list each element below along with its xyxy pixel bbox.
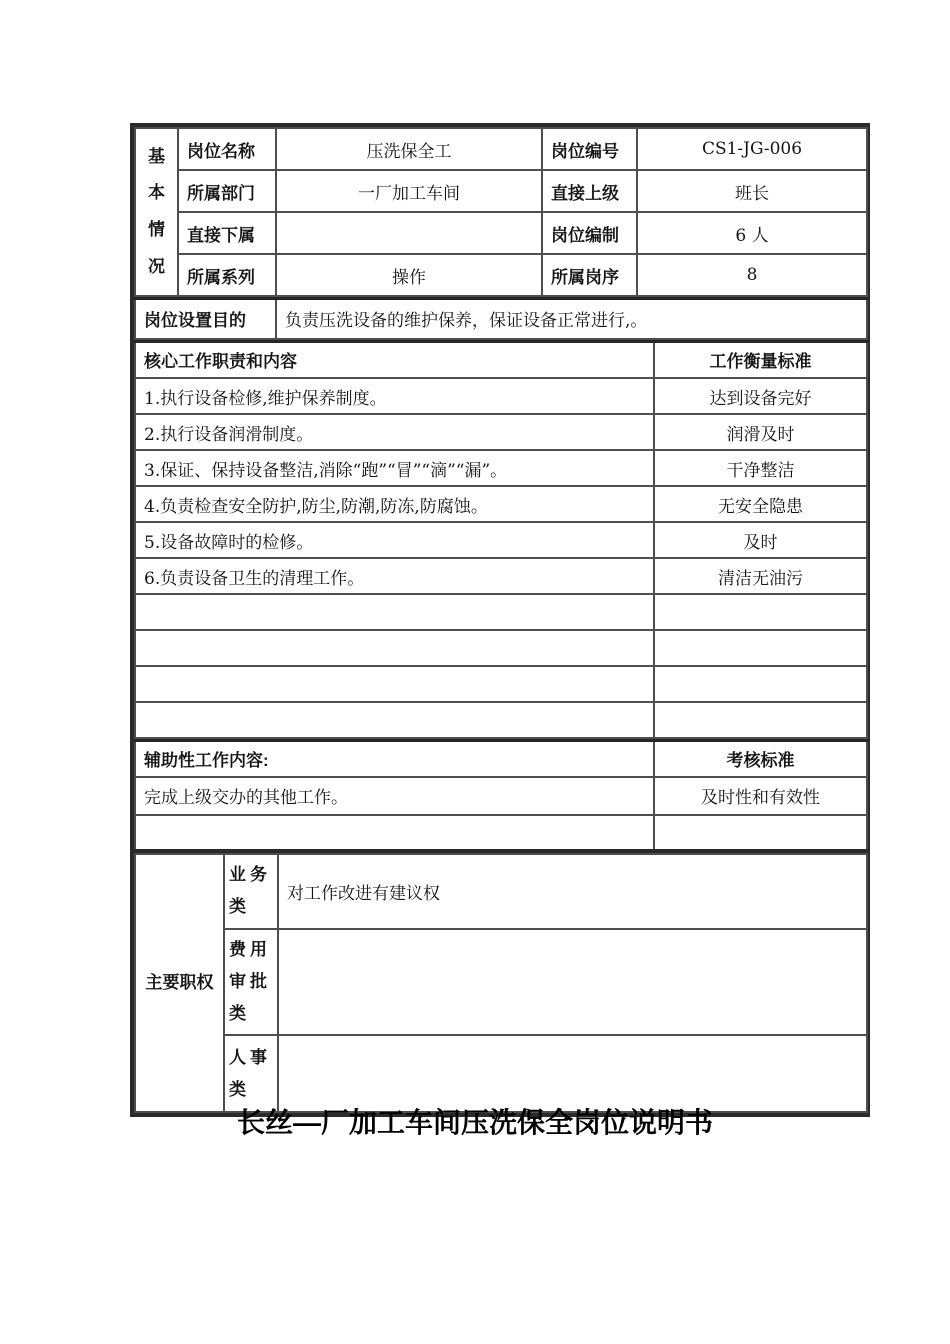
duty-row-1 bbox=[135, 378, 867, 414]
expense-category-label: 费用审批类 bbox=[224, 929, 278, 1036]
direct-subordinate-label: 直接下属 bbox=[178, 212, 276, 254]
duty-row-7-empty bbox=[135, 594, 867, 630]
duty-6-text: 6.负责设备卫生的清理工作。 bbox=[135, 558, 654, 594]
auxiliary-1-text: 完成上级交办的其他工作。 bbox=[135, 777, 654, 815]
duty-10-text bbox=[135, 702, 654, 738]
duty-4-text: 4.负责检查安全防护,防尘,防潮,防冻,防腐蚀。 bbox=[135, 486, 654, 522]
duty-7-standard bbox=[654, 594, 867, 630]
direct-superior-value: 班长 bbox=[637, 170, 867, 212]
duty-9-standard bbox=[654, 666, 867, 702]
duty-2-text: 2.执行设备润滑制度。 bbox=[135, 414, 654, 450]
core-duties-header-left: 核心工作职责和内容 bbox=[135, 341, 654, 378]
duty-10-standard bbox=[654, 702, 867, 738]
department-label: 所属部门 bbox=[178, 170, 276, 212]
document-title: 长丝—厂加工车间压洗保全岗位说明书 bbox=[236, 1107, 713, 1138]
duty-8-standard bbox=[654, 630, 867, 666]
direct-superior-label: 直接上级 bbox=[542, 170, 637, 212]
duty-row-3 bbox=[135, 450, 867, 486]
duty-2-standard: 润滑及时 bbox=[654, 414, 867, 450]
authority-table bbox=[134, 853, 868, 1113]
duty-1-standard: 达到设备完好 bbox=[654, 378, 867, 414]
rank-order-label: 所属岗序 bbox=[542, 254, 637, 296]
auxiliary-table bbox=[134, 739, 868, 852]
purpose-value: 负责压洗设备的维护保养，保证设备正常进行,。 bbox=[276, 299, 867, 339]
duty-row-9-empty bbox=[135, 666, 867, 702]
expense-category-content bbox=[278, 929, 867, 1036]
position-name-label: 岗位名称 bbox=[178, 128, 276, 170]
business-category-label: 业务类 bbox=[224, 854, 278, 929]
auxiliary-header-row bbox=[135, 741, 867, 777]
series-value: 操作 bbox=[276, 254, 542, 296]
series-label: 所属系列 bbox=[178, 254, 276, 296]
duty-1-text: 1.执行设备检修,维护保养制度。 bbox=[135, 378, 654, 414]
position-name-value: 压洗保全工 bbox=[276, 128, 542, 170]
duty-6-standard: 清洁无油污 bbox=[654, 558, 867, 594]
auxiliary-row-1 bbox=[135, 777, 867, 815]
basic-info-section-label: 基本情况 bbox=[135, 128, 178, 296]
purpose-row bbox=[135, 299, 867, 339]
auxiliary-row-2-empty bbox=[135, 815, 867, 851]
duty-row-8-empty bbox=[135, 630, 867, 666]
business-category-content: 对工作改进有建议权 bbox=[278, 854, 867, 929]
basic-row-3 bbox=[135, 212, 867, 254]
duty-5-text: 5.设备故障时的检修。 bbox=[135, 522, 654, 558]
duty-5-standard: 及时 bbox=[654, 522, 867, 558]
position-code-value: CS1-JG-006 bbox=[637, 128, 867, 170]
headcount-value: 6 人 bbox=[637, 212, 867, 254]
duty-row-2 bbox=[135, 414, 867, 450]
auxiliary-1-standard: 及时性和有效性 bbox=[654, 777, 867, 815]
core-duties-header-right: 工作衡量标准 bbox=[654, 341, 867, 378]
purpose-label: 岗位设置目的 bbox=[135, 299, 276, 339]
duty-row-10-empty bbox=[135, 702, 867, 738]
duty-7-text bbox=[135, 594, 654, 630]
direct-subordinate-value bbox=[276, 212, 542, 254]
duty-3-text: 3.保证、保持设备整洁,消除“跑”“冒”“滴”“漏”。 bbox=[135, 450, 654, 486]
duty-4-standard: 无安全隐患 bbox=[654, 486, 867, 522]
basic-info-table bbox=[134, 127, 868, 297]
basic-row-1 bbox=[135, 128, 867, 170]
headcount-label: 岗位编制 bbox=[542, 212, 637, 254]
main-table-container bbox=[130, 123, 870, 856]
duty-3-standard: 干净整洁 bbox=[654, 450, 867, 486]
authority-section-label: 主要职权 bbox=[135, 854, 224, 1112]
auxiliary-header-left: 辅助性工作内容: bbox=[135, 741, 654, 777]
duty-row-5 bbox=[135, 522, 867, 558]
auxiliary-2-text bbox=[135, 815, 654, 851]
core-duties-table bbox=[134, 340, 868, 740]
authority-row-business bbox=[135, 854, 867, 929]
duty-9-text bbox=[135, 666, 654, 702]
personnel-category-label: 人事类 bbox=[224, 1035, 278, 1112]
rank-order-value: 8 bbox=[637, 254, 867, 296]
department-value: 一厂加工车间 bbox=[276, 170, 542, 212]
authority-table-container bbox=[130, 849, 870, 1117]
duty-row-6 bbox=[135, 558, 867, 594]
auxiliary-header-right: 考核标准 bbox=[654, 741, 867, 777]
duty-8-text bbox=[135, 630, 654, 666]
purpose-table bbox=[134, 297, 868, 340]
authority-row-expense bbox=[135, 929, 867, 1036]
position-code-label: 岗位编号 bbox=[542, 128, 637, 170]
auxiliary-2-standard bbox=[654, 815, 867, 851]
basic-row-4 bbox=[135, 254, 867, 296]
duty-row-4 bbox=[135, 486, 867, 522]
core-duties-header-row bbox=[135, 341, 867, 378]
basic-row-2 bbox=[135, 170, 867, 212]
